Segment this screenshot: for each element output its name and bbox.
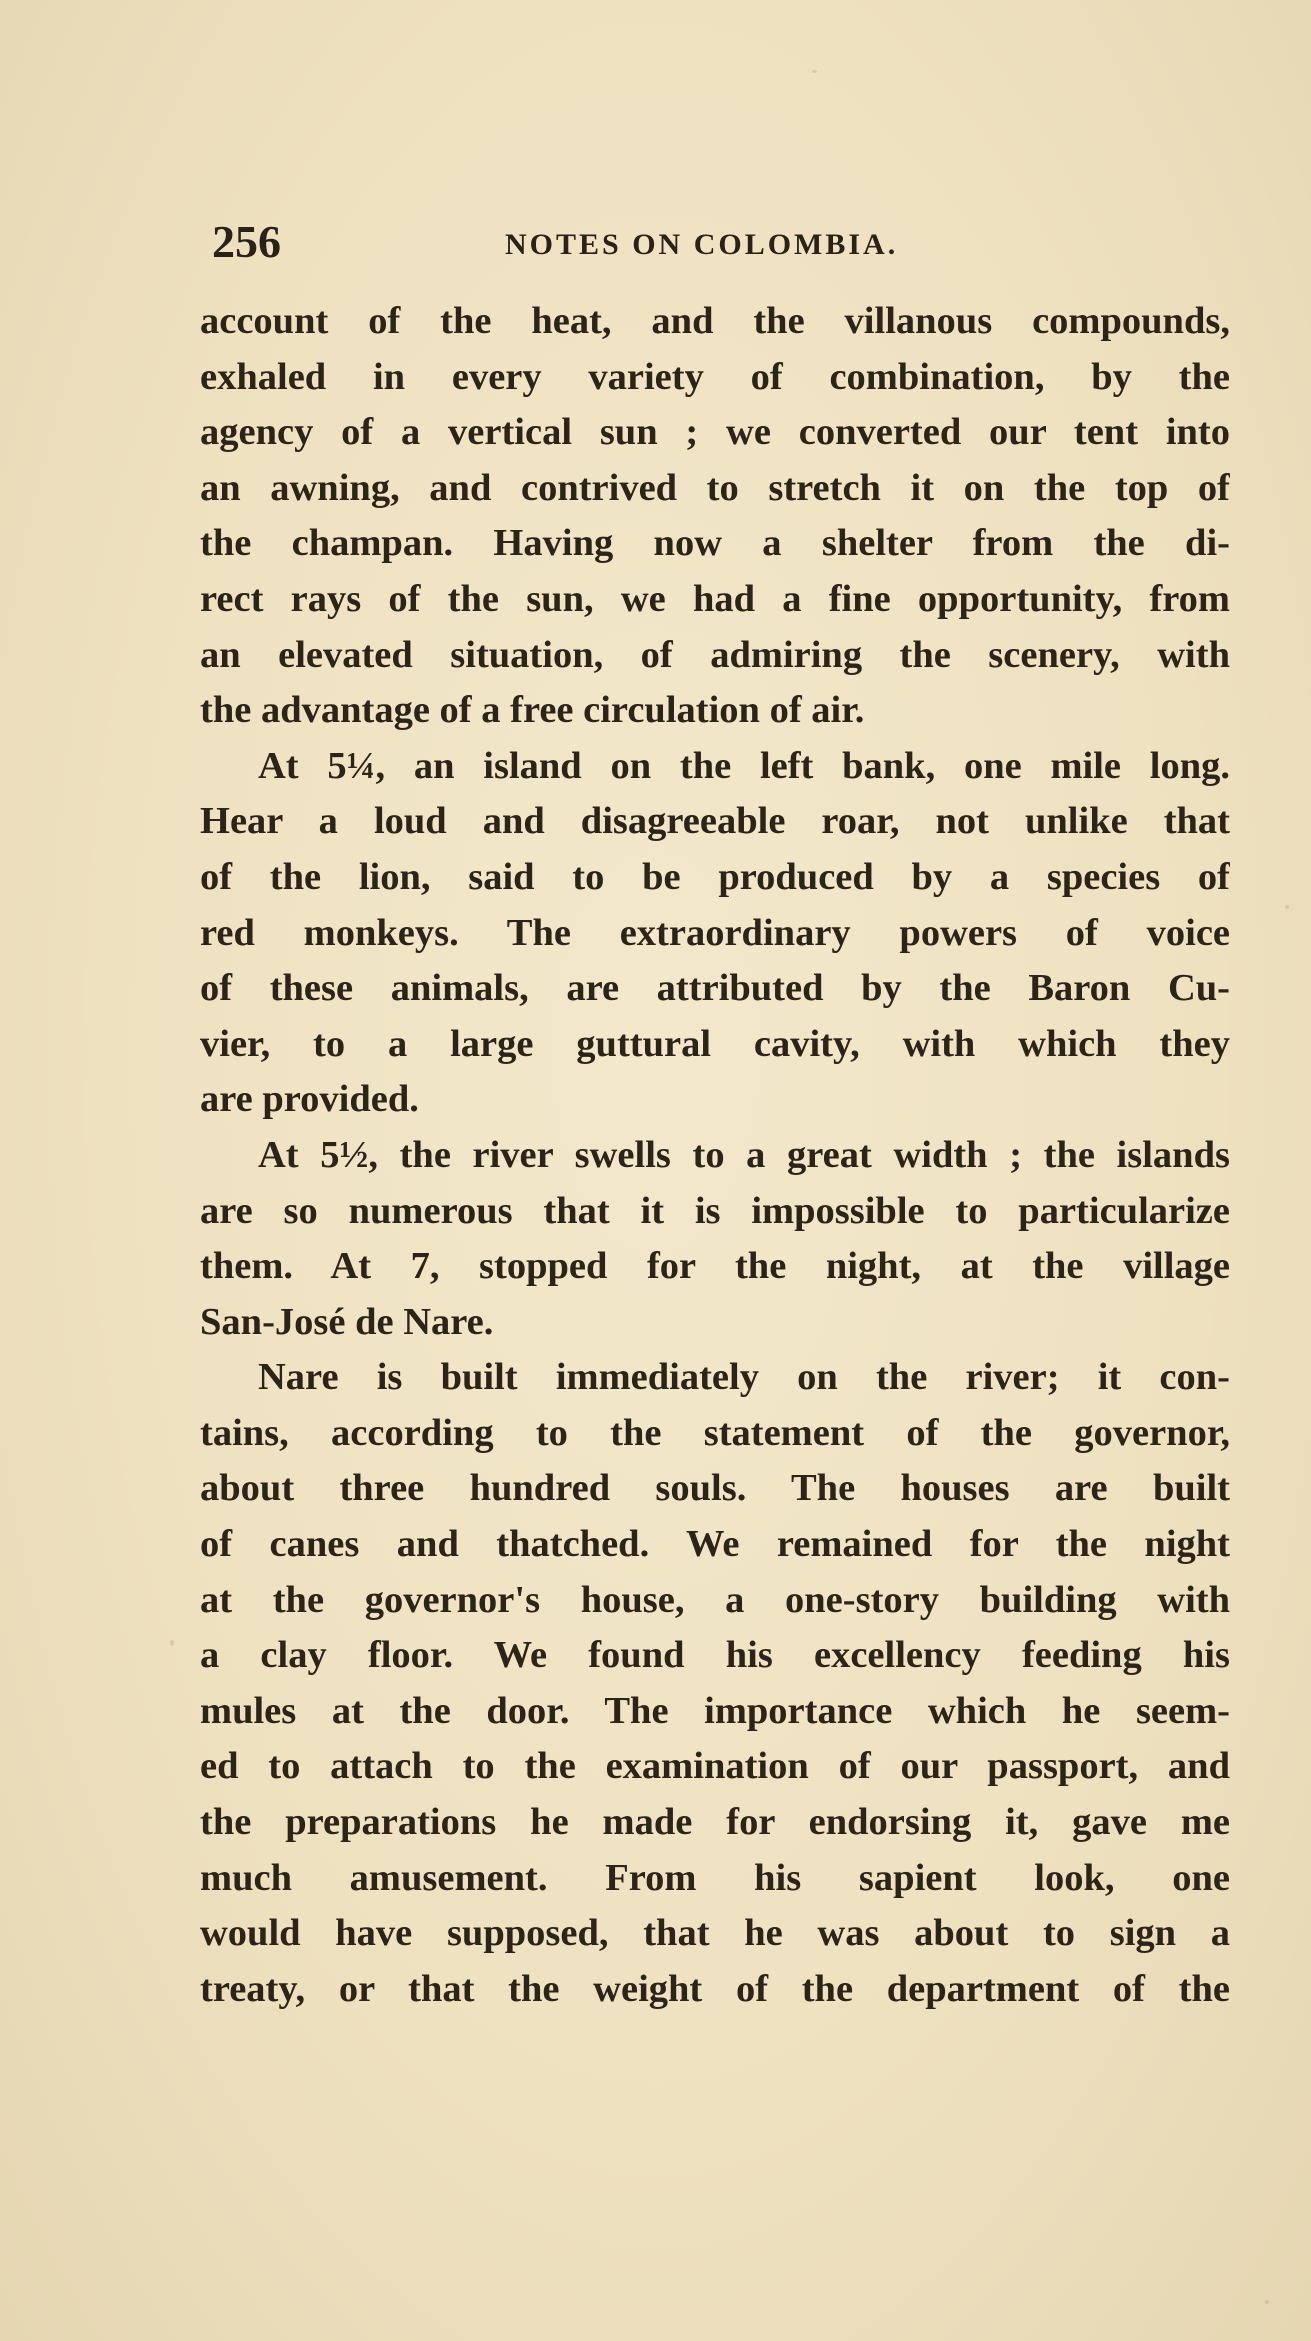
- text-line: an awning, and contrived to stretch it on the top of: [200, 466, 1230, 509]
- text-line: at the governor's house, a one-story building with: [200, 1578, 1230, 1621]
- text-line: them. At 7, stopped for the night, at the village: [200, 1245, 1230, 1288]
- text-line: tains, according to the statement of the governor,: [200, 1411, 1230, 1454]
- paragraph-1: [200, 294, 1230, 739]
- text-line: an elevated situation, of admiring the scenery, with: [200, 633, 1230, 676]
- text-line: red monkeys. The extraordinary powers of voice: [200, 911, 1230, 954]
- text-line: account of the heat, and the villanous compounds,: [200, 300, 1230, 342]
- text-line: At 5½, the river swells to a great width ; the islands: [258, 1133, 1230, 1176]
- text-line: the champan. Having now a shelter from the di-: [200, 522, 1230, 565]
- paper-speck: [1265, 2300, 1269, 2304]
- paragraph-2: [200, 739, 1230, 1128]
- text-line: mules at the door. The importance which he seem-: [200, 1689, 1230, 1732]
- paragraph-4: [200, 1350, 1230, 2017]
- text-line: are so numerous that it is impossible to particularize: [200, 1189, 1230, 1232]
- page-header: [200, 212, 1230, 272]
- paper-speck: [1285, 905, 1289, 909]
- body-text: [200, 294, 1230, 2017]
- text-line: the preparations he made for endorsing it, gave me: [200, 1801, 1230, 1844]
- text-line: of the lion, said to be produced by a species of: [200, 855, 1230, 898]
- text-line: much amusement. From his sapient look, one: [200, 1856, 1230, 1899]
- text-line: ed to attach to the examination of our passport, and: [200, 1745, 1230, 1788]
- text-line: a clay floor. We found his excellency feeding his: [200, 1634, 1230, 1677]
- text-line: of these animals, are attributed by the Baron Cu-: [200, 967, 1230, 1010]
- text-line: would have supposed, that he was about to sign a: [200, 1912, 1230, 1955]
- page-number: 256: [212, 216, 281, 267]
- text-line: the advantage of a free circulation of air.: [200, 689, 865, 732]
- paper-speck: [170, 1640, 174, 1646]
- text-line: Hear a loud and disagreeable roar, not unlike that: [200, 800, 1230, 843]
- text-line: San-José de Nare.: [200, 1300, 494, 1343]
- text-line: of canes and thatched. We remained for the night: [200, 1523, 1230, 1566]
- paper-speck: [812, 70, 817, 73]
- running-title: NOTES ON COLOMBIA.: [505, 228, 899, 261]
- text-line: agency of a vertical sun ; we converted our tent into: [200, 411, 1230, 454]
- text-line: At 5¼, an island on the left bank, one mile long.: [258, 744, 1230, 787]
- text-line: vier, to a large guttural cavity, with which they: [200, 1022, 1230, 1065]
- text-line: rect rays of the sun, we had a fine opportunity, from: [200, 577, 1230, 620]
- text-line: exhaled in every variety of combination, by the: [200, 355, 1230, 398]
- text-line: are provided.: [200, 1078, 419, 1121]
- text-line: treaty, or that the weight of the department of the: [200, 1967, 1230, 2010]
- text-line: about three hundred souls. The houses are built: [200, 1467, 1230, 1510]
- paragraph-3: [200, 1128, 1230, 1350]
- text-line: Nare is built immediately on the river; it con-: [258, 1356, 1230, 1399]
